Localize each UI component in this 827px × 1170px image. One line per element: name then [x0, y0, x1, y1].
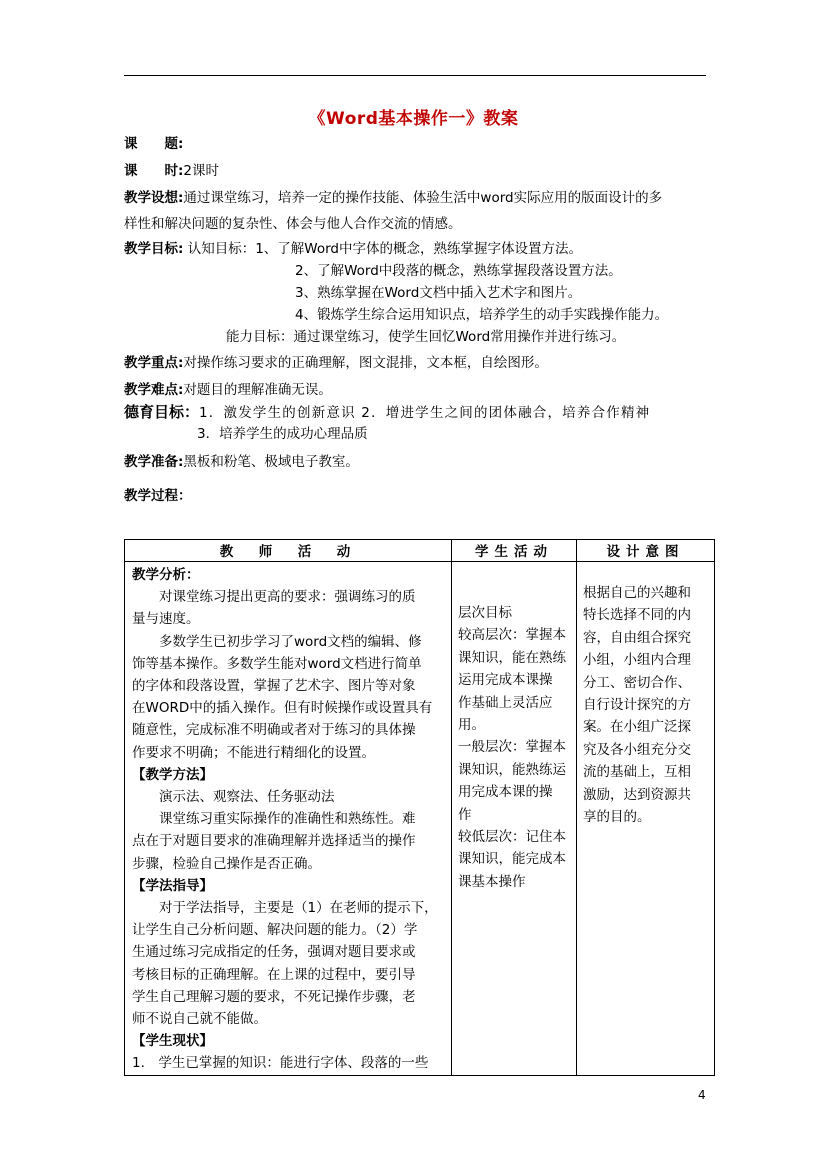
goal-item: 3、熟练掌握在Word文档中插入艺术字和图片。 [295, 285, 582, 301]
text-line: 作基础上灵活应 [458, 694, 553, 711]
text-line: 课知识，能熟练运 [458, 761, 566, 778]
design-text-1: 通过课堂练习，培养一定的操作技能、体验生活中word实际应用的版面设计的多 [183, 190, 663, 206]
lesson-table [124, 539, 715, 1076]
text-line: 师不说自己就不能做。 [132, 1011, 267, 1028]
text-line: 容，自由组合探究 [583, 629, 691, 646]
topic-label: 课 题: [124, 136, 184, 152]
text-line: 课堂练习重实际操作的准确性和熟练性。难 [159, 811, 416, 828]
text-line: 点在于对题目要求的准确理解并选择适当的操作 [132, 833, 416, 850]
text-line: 分工、密切合作、 [583, 674, 691, 691]
process-label: 教学过程： [124, 488, 192, 504]
moral-label: 德育目标： [124, 403, 200, 421]
text-line: 课基本操作 [458, 873, 526, 890]
text-line: 多数学生已初步学习了word文档的编辑、修 [159, 633, 422, 650]
design-intent-cell [577, 562, 715, 1076]
text-line: 让学生自己分析问题、解决问题的能力。（2）学 [132, 922, 418, 939]
goal-item: 2、了解Word中段落的概念，熟练掌握段落设置方法。 [295, 263, 622, 279]
text-line: 享的目的。 [583, 809, 651, 826]
prep-value: 黑板和粉笔、极域电子教室。 [183, 454, 359, 470]
difficulty-label: 教学难点: [124, 382, 184, 398]
text-line: 较低层次：记住本 [458, 829, 566, 846]
design-text-2: 样性和解决问题的复杂性、体会与他人合作交流的情感。 [124, 216, 462, 232]
table-header-row [125, 540, 715, 562]
text-line: 考核目标的正确理解。在上课的过程中，要引导 [132, 966, 416, 983]
text-line: 案。在小组广泛探 [583, 719, 691, 736]
hours-row [124, 160, 219, 182]
goals-label: 教学目标: [124, 241, 184, 257]
text-line: 较高层次：掌握本 [458, 627, 566, 644]
key-points-row [124, 352, 548, 374]
goal-item: 认知目标：1、了解Word中字体的概念，熟练掌握字体设置方法。 [187, 241, 582, 257]
header-teacher-activity: 教 师 活 动 [125, 540, 452, 562]
design-row-1 [124, 187, 662, 209]
key-points-value: 对操作练习要求的正确理解，图文混排，文本框，自绘图形。 [183, 355, 548, 371]
text-line: 对于学法指导，主要是（1）在老师的提示下， [159, 900, 438, 917]
table-row [125, 562, 715, 1076]
text-line: 运用完成本课操 [458, 672, 553, 689]
topic-row [124, 133, 183, 155]
text-line: 小组，小组内合理 [583, 652, 691, 669]
text-line: 生通过练习完成指定的任务，强调对题目要求或 [132, 944, 416, 961]
header-rule [124, 75, 706, 76]
text-line: 对课堂练习提出更高的要求：强调练习的质 [159, 589, 416, 606]
goal-item: 4、锻炼学生综合运用知识点，培养学生的动手实践操作能力。 [295, 307, 669, 323]
prep-label: 教学准备: [124, 454, 184, 470]
analysis-heading: 教学分析： [132, 567, 200, 583]
text-line: 随意性，完成标准不明确或者对于练习的具体操 [132, 722, 416, 739]
difficulty-value: 对题目的理解准确无误。 [183, 382, 332, 398]
teacher-activity-cell [125, 562, 452, 1076]
goal-item: 能力目标：通过课堂练习，使学生回忆Word常用操作并进行练习。 [226, 329, 626, 345]
moral-text-1: 1．激发学生的创新意识 2．增进学生之间的团体融合，培养合作精神 [199, 405, 651, 421]
moral-text-2: 3．培养学生的成功心理品质 [197, 426, 368, 442]
section-heading: 【教学方法】 [132, 766, 213, 783]
text-line: 饰等基本操作。多数学生能对word文档进行简单 [132, 655, 422, 672]
text-line: 用完成本课的操 [458, 784, 553, 801]
text-line: 作 [458, 806, 472, 823]
text-line: 课知识，能在熟练 [458, 649, 566, 666]
difficulty-row [124, 379, 332, 401]
header-design-intent: 设计意图 [577, 540, 715, 562]
student-activity-cell [452, 562, 577, 1076]
text-line: 究及各小组充分交 [583, 741, 691, 758]
text-line: 特长选择不同的内 [583, 607, 691, 624]
text-line: 一般层次：掌握本 [458, 739, 566, 756]
text-line: 激励，达到资源共 [583, 786, 691, 803]
text-line: 演示法、观察法、任务驱动法 [159, 789, 335, 806]
document-title: 《Word基本操作一》教案 [308, 109, 519, 129]
text-line: 层次目标 [458, 605, 512, 621]
text-line: 的字体和段落设置，掌握了艺术字、图片等对象 [132, 678, 416, 695]
key-points-label: 教学重点: [124, 355, 184, 371]
hours-value: 2课时 [183, 163, 219, 179]
text-line: 根据自己的兴趣和 [583, 585, 691, 601]
section-heading: 【学法指导】 [132, 877, 213, 894]
text-line: 课知识，能完成本 [458, 851, 566, 868]
header-student-activity: 学生活动 [452, 540, 577, 562]
design-label: 教学设想: [124, 190, 184, 206]
goals-row-1 [124, 238, 582, 260]
section-heading: 【学生现状】 [132, 1033, 213, 1050]
text-line: 在WORD中的插入操作。但有时候操作或设置具有 [132, 700, 433, 717]
prep-row [124, 451, 359, 473]
hours-label: 课 时: [124, 163, 184, 179]
text-line: 流的基础上，互相 [583, 764, 691, 781]
text-line: 步骤，检验自己操作是否正确。 [132, 855, 321, 872]
text-line: 作要求不明确；不能进行精细化的设置。 [132, 744, 375, 761]
text-line: 学生自己理解习题的要求，不死记操作步骤，老 [132, 988, 416, 1005]
text-line: 自行设计探究的方 [583, 697, 691, 714]
text-line: 量与速度。 [132, 611, 200, 628]
text-line: 用。 [458, 717, 485, 734]
design-row-2 [124, 213, 462, 235]
moral-row-1 [124, 401, 650, 424]
page-number: 4 [698, 1088, 706, 1102]
text-line: 1. 学生已掌握的知识：能进行字体、段落的一些 [132, 1055, 429, 1072]
